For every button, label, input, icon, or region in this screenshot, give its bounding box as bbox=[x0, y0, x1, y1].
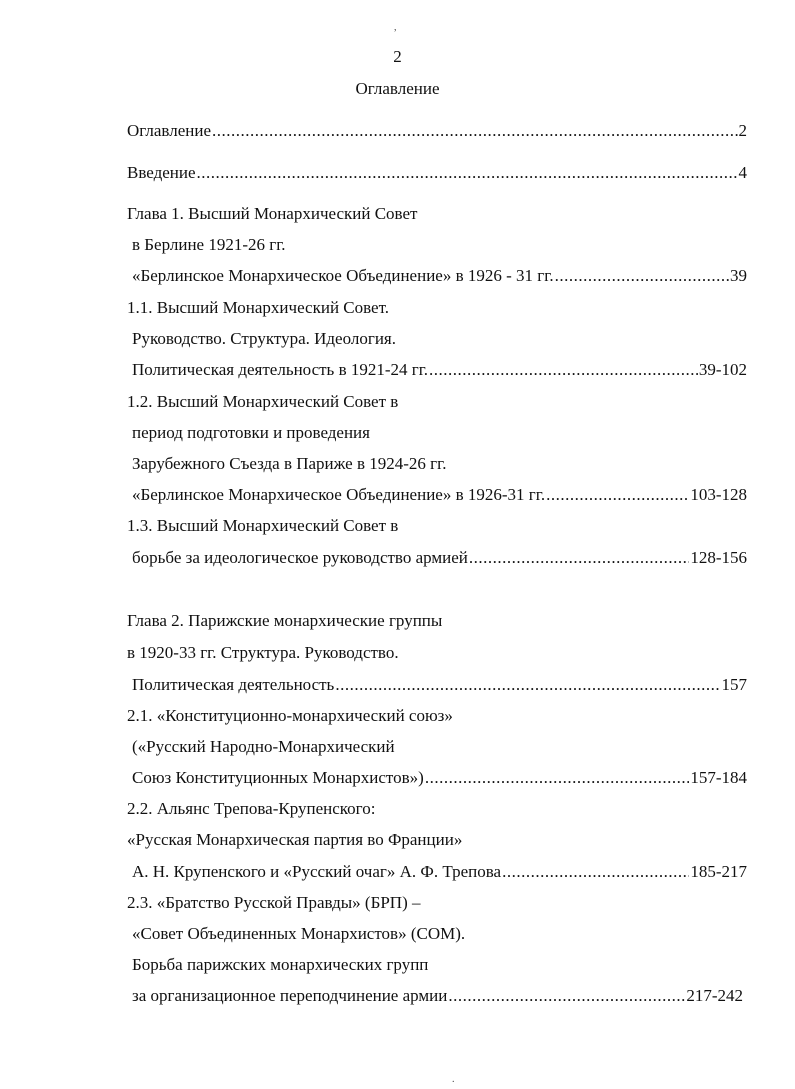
toc-entry-text: за организационное переподчинение армии bbox=[132, 986, 448, 1005]
toc-entry-page: 157-184 bbox=[690, 768, 747, 787]
toc-entry-introduction[interactable] bbox=[127, 163, 747, 183]
toc-entry-chapter-1[interactable] bbox=[132, 266, 747, 286]
toc-entry-page: 217-242 bbox=[686, 986, 743, 1005]
toc-entry-text: Союз Конституционных Монархистов») bbox=[132, 768, 424, 787]
toc-entry-text: «Берлинское Монархическое Объединение» в 1926-31 гг. bbox=[132, 485, 546, 504]
toc-entry-page: 157 bbox=[721, 675, 747, 694]
toc-heading-line: 1.1. Высший Монархический Совет. bbox=[127, 298, 390, 317]
toc-heading-line: период подготовки и проведения bbox=[132, 423, 370, 442]
leader-dots bbox=[555, 266, 729, 286]
toc-heading-line: Руководство. Структура. Идеология. bbox=[132, 329, 396, 348]
toc-heading-line: Глава 1. Высший Монархический Совет bbox=[127, 204, 418, 223]
leader-dots bbox=[425, 768, 690, 788]
toc-heading-line: 2.3. «Братство Русской Правды» (БРП) – bbox=[127, 893, 421, 912]
toc-heading-line: Глава 2. Парижские монархические группы bbox=[127, 611, 443, 630]
toc-entry-text: А. Н. Крупенского и «Русский очаг» А. Ф. Трепова bbox=[132, 862, 502, 881]
scan-speck: , bbox=[394, 22, 397, 33]
toc-entry-text: Оглавление bbox=[127, 121, 211, 140]
toc-heading-line: 1.2. Высший Монархический Совет в bbox=[127, 392, 399, 411]
toc-entry-section-1-3[interactable] bbox=[132, 548, 747, 568]
toc-entry-section-2-1[interactable] bbox=[132, 768, 747, 788]
toc-heading-line: «Русская Монархическая партия во Франции» bbox=[127, 830, 463, 849]
toc-entry-text: Политическая деятельность bbox=[132, 675, 335, 694]
leader-dots bbox=[546, 485, 689, 505]
leader-dots bbox=[469, 548, 689, 568]
page-number: 2 bbox=[393, 47, 402, 66]
toc-entry-page: 39-102 bbox=[698, 360, 747, 379]
toc-entry-page: 103-128 bbox=[690, 485, 747, 504]
toc-entry-text: «Берлинское Монархическое Объединение» в 1926 - 31 гг. bbox=[132, 266, 554, 285]
leader-dots bbox=[335, 675, 720, 695]
toc-entry-section-1-1[interactable] bbox=[132, 360, 747, 380]
toc-entry-page: 128-156 bbox=[690, 548, 747, 567]
toc-entry-text: борьбе за идеологическое руководство армией bbox=[132, 548, 468, 567]
leader-dots bbox=[429, 360, 698, 380]
toc-entry-text: Политическая деятельность в 1921-24 гг. bbox=[132, 360, 429, 379]
toc-heading-line: «Совет Объединенных Монархистов» (СОМ). bbox=[132, 924, 466, 943]
scan-speck: . bbox=[452, 1074, 455, 1085]
toc-heading-line: Борьба парижских монархических групп bbox=[132, 955, 429, 974]
leader-dots bbox=[197, 163, 738, 183]
toc-heading-line: 2.2. Альянс Трепова-Крупенского: bbox=[127, 799, 376, 818]
toc-heading-line: («Русский Народно-Монархический bbox=[132, 737, 395, 756]
toc-heading-line: 1.3. Высший Монархический Совет в bbox=[127, 516, 399, 535]
toc-entry-page: 185-217 bbox=[690, 862, 747, 881]
leader-dots bbox=[502, 862, 689, 882]
toc-heading-line: в Берлине 1921-26 гг. bbox=[132, 235, 286, 254]
toc-entry-chapter-2[interactable] bbox=[132, 675, 747, 695]
toc-entry-page: 39 bbox=[730, 266, 747, 285]
toc-entry-page: 4 bbox=[738, 163, 747, 182]
toc-heading-line: 2.1. «Конституционно-монархический союз» bbox=[127, 706, 453, 725]
toc-entry-text: Введение bbox=[127, 163, 196, 182]
toc-entry-section-2-3[interactable] bbox=[132, 986, 743, 1006]
toc-title: Оглавление bbox=[355, 79, 440, 98]
toc-entry-section-1-2[interactable] bbox=[132, 485, 747, 505]
toc-heading-line: в 1920-33 гг. Структура. Руководство. bbox=[127, 643, 399, 662]
toc-entry-page: 2 bbox=[738, 121, 747, 140]
toc-entry-section-2-2[interactable] bbox=[132, 862, 747, 882]
toc-heading-line: Зарубежного Съезда в Париже в 1924-26 гг. bbox=[132, 454, 447, 473]
toc-entry-contents[interactable] bbox=[127, 121, 747, 141]
leader-dots bbox=[212, 121, 738, 141]
leader-dots bbox=[448, 986, 685, 1006]
